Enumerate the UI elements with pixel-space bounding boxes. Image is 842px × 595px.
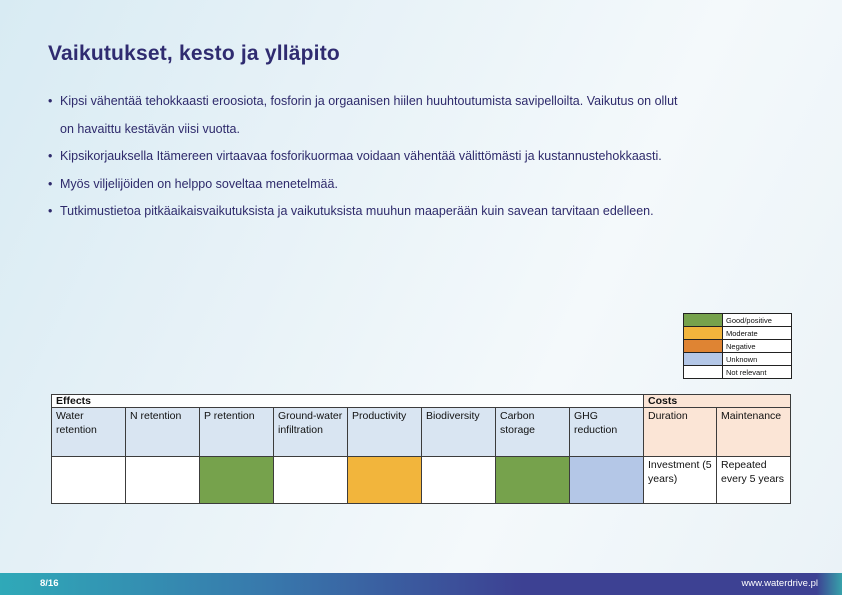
legend-row [684,366,792,379]
bullet-text: Kipsikorjauksella Itämereen virtaavaa fosforikuormaa voidaan vähentää välittömästi ja kustannustehokkaasti. [60,149,662,163]
legend-swatch-unknown [684,353,723,366]
bullet-text: Myös viljelijöiden on helppo soveltaa menetelmää. [60,176,338,191]
legend-table [683,313,792,379]
column-header-water-retention: Water retention [52,408,126,457]
rating-cell-carbon-storage [496,457,570,504]
table-row [52,457,791,504]
legend-swatch-good [684,314,723,327]
legend-row [684,314,792,327]
rating-cell-productivity [348,457,422,504]
maintenance-value-cell: Repeated every 5 years [717,457,791,504]
table-row [52,395,791,408]
bullet-item [48,198,792,226]
table-row [52,408,791,457]
bullet-marker: • [48,176,53,191]
bullet-list [48,88,792,226]
legend-label: Unknown [723,353,792,366]
legend-label: Negative [723,340,792,353]
costs-header-cell: Costs [644,395,791,408]
legend-swatch-not-relevant [684,366,723,379]
bullet-line: on havaittu kestävän viisi vuotta. [60,121,240,136]
column-header-duration: Duration [644,408,717,457]
bullet-line: Kipsi vähentää tehokkaasti eroosiota, fosforin ja orgaanisen hiilen huuhtoutumista savipelloilta. Vaikutus on ollut [60,94,678,108]
effects-costs-table [51,394,791,504]
column-header-carbon-storage: Carbon storage [496,408,570,457]
column-header-maintenance: Maintenance [717,408,791,457]
rating-cell-groundwater-infiltration [274,457,348,504]
rating-cell-ghg-reduction [570,457,644,504]
bullet-text: Tutkimustietoa pitkäaikaisvaikutuksista ja vaikutuksista muuhun maaperään kuin savean tarvitaan edelleen. [60,204,654,218]
bullet-marker: • [48,94,53,108]
rating-cell-p-retention [200,457,274,504]
footer-url: www.waterdrive.pl [741,578,818,589]
bullet-marker: • [48,149,53,163]
effects-header-cell: Effects [52,395,644,408]
legend-swatch-negative [684,340,723,353]
column-header-ghg-reduction: GHG reduction [570,408,644,457]
page-title: Vaikutukset, kesto ja ylläpito [48,42,340,65]
rating-cell-n-retention [126,457,200,504]
rating-cell-water-retention [52,457,126,504]
column-header-groundwater-infiltration: Ground-water infiltration [274,408,348,457]
bullet-item [48,143,792,171]
column-header-n-retention: N retention [126,408,200,457]
bullet-item [48,88,792,143]
page-number: 8/16 [40,578,59,589]
legend-label: Not relevant [723,366,792,379]
bullet-item [48,171,792,199]
bullet-marker: • [48,204,53,218]
legend-row [684,327,792,340]
rating-cell-biodiversity [422,457,496,504]
footer-bar [0,573,842,595]
column-header-productivity: Productivity [348,408,422,457]
duration-value-cell: Investment (5 years) [644,457,717,504]
legend-row [684,340,792,353]
legend-label: Good/positive [723,314,792,327]
column-header-p-retention: P retention [200,408,274,457]
bullet-text [60,88,792,143]
legend-row [684,353,792,366]
legend-swatch-moderate [684,327,723,340]
column-header-biodiversity: Biodiversity [422,408,496,457]
legend-label: Moderate [723,327,792,340]
